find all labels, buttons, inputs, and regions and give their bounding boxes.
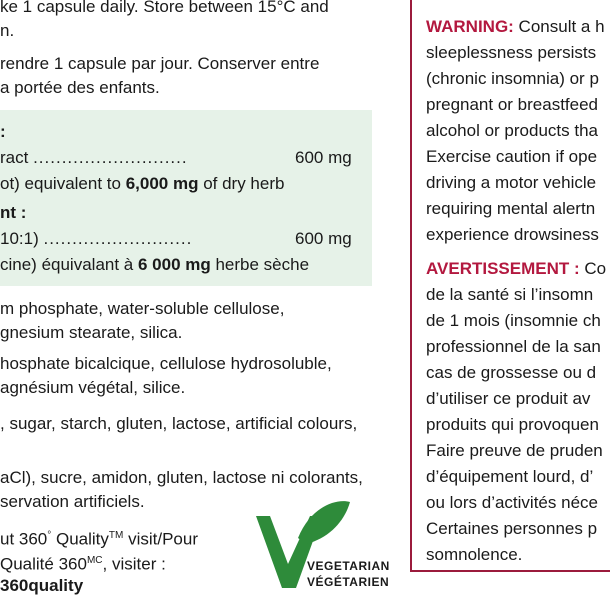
warning-box [410, 0, 610, 572]
directions-fr-line-1: rendre 1 capsule par jour. Conserver entre [0, 54, 320, 73]
quality-line-1-suffix: visit/Pour [123, 529, 198, 549]
warning-fr-line: cas de grossesse ou d [426, 363, 597, 382]
warning-fr-line: d’équipement lourd, d’ [426, 467, 594, 486]
warning-en-line: driving a motor vehicle [426, 173, 597, 192]
non-medicinal-en-line-1: m phosphate, water-soluble cellulose, [0, 299, 285, 318]
vegetarian-label-en: VEGETARIAN [307, 559, 390, 573]
warning-fr-line: de 1 mois (insomnie ch [426, 311, 601, 330]
equivalent-suffix-en: of dry herb [198, 174, 285, 193]
medicinal-heading-en: : [0, 122, 6, 141]
equivalent-prefix-en: ot) equivalent to [0, 174, 126, 193]
warning-fr-line: de la santé si l’insomn [426, 285, 594, 304]
warning-en-line: pregnant or breastfeed [426, 95, 599, 114]
extract-row-en [0, 146, 188, 170]
warning-en-line: sleeplessness persists [426, 43, 597, 62]
medicinal-heading-fr: nt : [0, 203, 27, 222]
extract-row-fr [0, 227, 192, 251]
directions-en-line-1: ke 1 capsule daily. Store between 15°C and [0, 0, 329, 16]
directions-en-line-2: n. [0, 21, 15, 40]
extract-label-fr: 10:1) [0, 229, 39, 248]
quality-line-1 [0, 524, 198, 552]
quality-tm-sup: TM [108, 530, 124, 541]
non-medicinal-fr-line-1: hosphate bicalcique, cellulose hydrosoluble, [0, 354, 332, 373]
quality-line-2 [0, 549, 166, 577]
warning-line-1-rest: Consult a h [513, 17, 605, 36]
warning-fr-line: somnolence. [426, 545, 523, 564]
equivalent-amount-en: 6,000 mg [125, 174, 199, 193]
warning-fr-line: ou lors d’activités néce [426, 493, 598, 512]
equivalent-suffix-fr: herbe sèche [210, 255, 310, 274]
warning-en-line: requiring mental alertn [426, 199, 596, 218]
free-of-en-line-1: , sugar, starch, gluten, lactose, artificial colours, [0, 414, 358, 433]
equivalent-prefix-fr: cine) équivalant à [0, 255, 138, 274]
warning-en-line: Exercise caution if ope [426, 147, 598, 166]
quality-line-1-prefix: ut 360 [0, 529, 48, 549]
non-medicinal-en-line-2: gnesium stearate, silica. [0, 323, 183, 342]
warning-fr-line: Certaines personnes p [426, 519, 598, 538]
vegetarian-label-fr: VÉGÉTARIEN [307, 575, 390, 589]
extract-dots-fr: .......................... [43, 229, 193, 248]
warning-en-line: alcohol or products tha [426, 121, 598, 140]
equivalent-line-fr [0, 253, 309, 277]
warning-title-en: WARNING: [426, 17, 514, 36]
extract-amount-en: 600 mg [295, 148, 352, 167]
warning-en-line: experience drowsiness [426, 225, 599, 244]
warning-fr-line: produits qui provoquen [426, 415, 599, 434]
warning-title-fr-line [426, 257, 606, 281]
quality-line-2-prefix: Qualité 360 [0, 554, 87, 574]
directions-fr-line-2: a portée des enfants. [0, 78, 160, 97]
extract-dots-en: ........................... [33, 148, 188, 167]
extract-label-en: ract [0, 148, 29, 167]
warning-fr-line: professionnel de la san [426, 337, 601, 356]
extract-amount-fr: 600 mg [295, 229, 352, 248]
free-of-fr-line-1: aCl), sucre, amidon, gluten, lactose ni colorants, [0, 468, 363, 487]
leaf-icon [298, 501, 350, 544]
warning-fr-line: Faire preuve de pruden [426, 441, 603, 460]
warning-fr-title-rest: Co [579, 259, 607, 278]
quality-line-1-mid: Quality [51, 529, 109, 549]
warning-fr-line: d’utiliser ce produit av [426, 389, 591, 408]
free-of-fr-line-2: servation artificiels. [0, 492, 145, 511]
quality-link: 360quality [0, 576, 84, 595]
quality-mc-sup: MC [86, 555, 103, 566]
non-medicinal-fr-line-2: agnésium végétal, silice. [0, 378, 186, 397]
quality-line-2-suffix: , visiter : [102, 554, 166, 574]
warning-en-line: (chronic insomnia) or p [426, 69, 599, 88]
quality-degree-sup: ° [47, 530, 52, 541]
equivalent-line-en [0, 172, 284, 196]
equivalent-amount-fr: 6 000 mg [137, 255, 211, 274]
warning-title-fr: AVERTISSEMENT : [426, 259, 580, 278]
warning-title-line [426, 15, 605, 39]
